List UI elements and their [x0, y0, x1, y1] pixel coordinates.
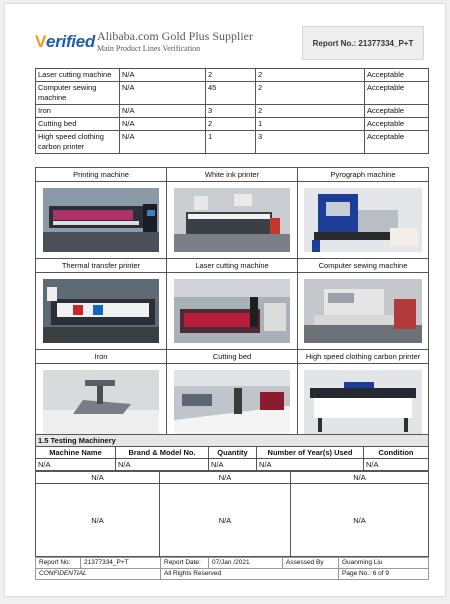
laser-cutting-machine-photo: [174, 279, 290, 343]
photo-caption: Pyrograph machine: [298, 168, 429, 182]
footer-row: [36, 558, 429, 569]
photo-placeholder: N/A: [160, 484, 291, 557]
condition-cell: Acceptable: [365, 82, 429, 105]
table-row: [36, 118, 429, 131]
confidential-label: CONFIDENTIAL: [36, 569, 161, 580]
pyrograph-machine-photo: [304, 188, 422, 252]
photo-caption: Cutting bed: [167, 350, 298, 364]
photo-caption: Printing machine: [36, 168, 167, 182]
years-cell: 1: [256, 118, 365, 131]
cutting-bed-photo: [174, 370, 290, 434]
quantity-cell: 2: [206, 118, 256, 131]
footer-row: [36, 569, 429, 580]
table-row: [36, 131, 429, 154]
report-page: [5, 4, 445, 596]
years-cell: 2: [256, 69, 365, 82]
page-header: [5, 4, 445, 66]
footer-label: Report No:: [36, 558, 81, 569]
machine-name-cell: Laser cutting machine: [36, 69, 120, 82]
brand-cell: N/A: [120, 105, 206, 118]
machine-name-cell: High speed clothing carbon printer: [36, 131, 120, 154]
photo-caption: White ink printer: [167, 168, 298, 182]
table-row: [36, 69, 429, 82]
testing-machinery-table: [35, 434, 429, 471]
column-header: Machine Name: [36, 447, 116, 459]
table-row: [36, 472, 429, 484]
brand-cell: N/A: [120, 82, 206, 105]
photo-caption: Thermal transfer printer: [36, 259, 167, 273]
footer-value: 21377334_P+T: [81, 558, 161, 569]
carbon-printer-photo: [304, 370, 422, 434]
photo-caption: High speed clothing carbon printer: [298, 350, 429, 364]
table-row: [36, 459, 429, 471]
table-row: [36, 82, 429, 105]
photo-caption: Computer sewing machine: [298, 259, 429, 273]
condition-cell: Acceptable: [365, 69, 429, 82]
section-title: 1.5 Testing Machinery: [36, 435, 429, 447]
table-row: [36, 105, 429, 118]
condition-cell: Acceptable: [365, 105, 429, 118]
rights-label: All Rights Reserved: [161, 569, 339, 580]
photo-caption: Iron: [36, 350, 167, 364]
column-header: Condition: [364, 447, 429, 459]
column-header: Brand & Model No.: [116, 447, 209, 459]
table-cell: N/A: [116, 459, 209, 471]
testing-photo-table: [35, 471, 429, 557]
thermal-transfer-printer-photo: [43, 279, 159, 343]
iron-photo: [43, 370, 159, 434]
page-number: Page No.: 6 of 9: [339, 569, 429, 580]
quantity-cell: 45: [206, 82, 256, 105]
verified-logo: Verified: [35, 32, 95, 51]
footer-label: Assessed By: [283, 558, 339, 569]
brand-cell: N/A: [120, 131, 206, 154]
page-title: Alibaba.com Gold Plus Supplier: [97, 29, 253, 43]
photo-placeholder: N/A: [291, 484, 429, 557]
machine-name-cell: Computer sewing machine: [36, 82, 120, 105]
condition-cell: Acceptable: [365, 131, 429, 154]
photo-placeholder: N/A: [36, 484, 160, 557]
photo-caption: Laser cutting machine: [167, 259, 298, 273]
photo-caption: N/A: [291, 472, 429, 484]
years-cell: 2: [256, 82, 365, 105]
computer-sewing-machine-photo: [304, 279, 422, 343]
white-ink-printer-photo: [174, 188, 290, 252]
condition-cell: Acceptable: [365, 118, 429, 131]
quantity-cell: 2: [206, 69, 256, 82]
machinery-photo-grid: [35, 167, 429, 441]
printing-machine-photo: [43, 188, 159, 252]
brand-cell: N/A: [120, 118, 206, 131]
footer-value: Guanming Liu: [339, 558, 429, 569]
quantity-cell: 1: [206, 131, 256, 154]
footer-label: Report Date:: [161, 558, 209, 569]
report-number-badge: Report No.: 21377334_P+T: [302, 26, 424, 60]
quantity-cell: 3: [206, 105, 256, 118]
page-footer: [35, 557, 429, 580]
table-cell: N/A: [257, 459, 364, 471]
table-header-row: [36, 447, 429, 459]
machine-name-cell: Cutting bed: [36, 118, 120, 131]
photo-caption: N/A: [160, 472, 291, 484]
page-subtitle: Main Product Lines Verification: [97, 44, 201, 53]
table-row: [36, 484, 429, 557]
machine-name-cell: Iron: [36, 105, 120, 118]
column-header: Number of Year(s) Used: [257, 447, 364, 459]
table-cell: N/A: [364, 459, 429, 471]
footer-value: 07/Jan /2021: [209, 558, 283, 569]
years-cell: 3: [256, 131, 365, 154]
production-machinery-table: [35, 68, 429, 154]
table-cell: N/A: [36, 459, 116, 471]
table-cell: N/A: [209, 459, 257, 471]
column-header: Quantity: [209, 447, 257, 459]
years-cell: 2: [256, 105, 365, 118]
brand-cell: N/A: [120, 69, 206, 82]
photo-caption: N/A: [36, 472, 160, 484]
